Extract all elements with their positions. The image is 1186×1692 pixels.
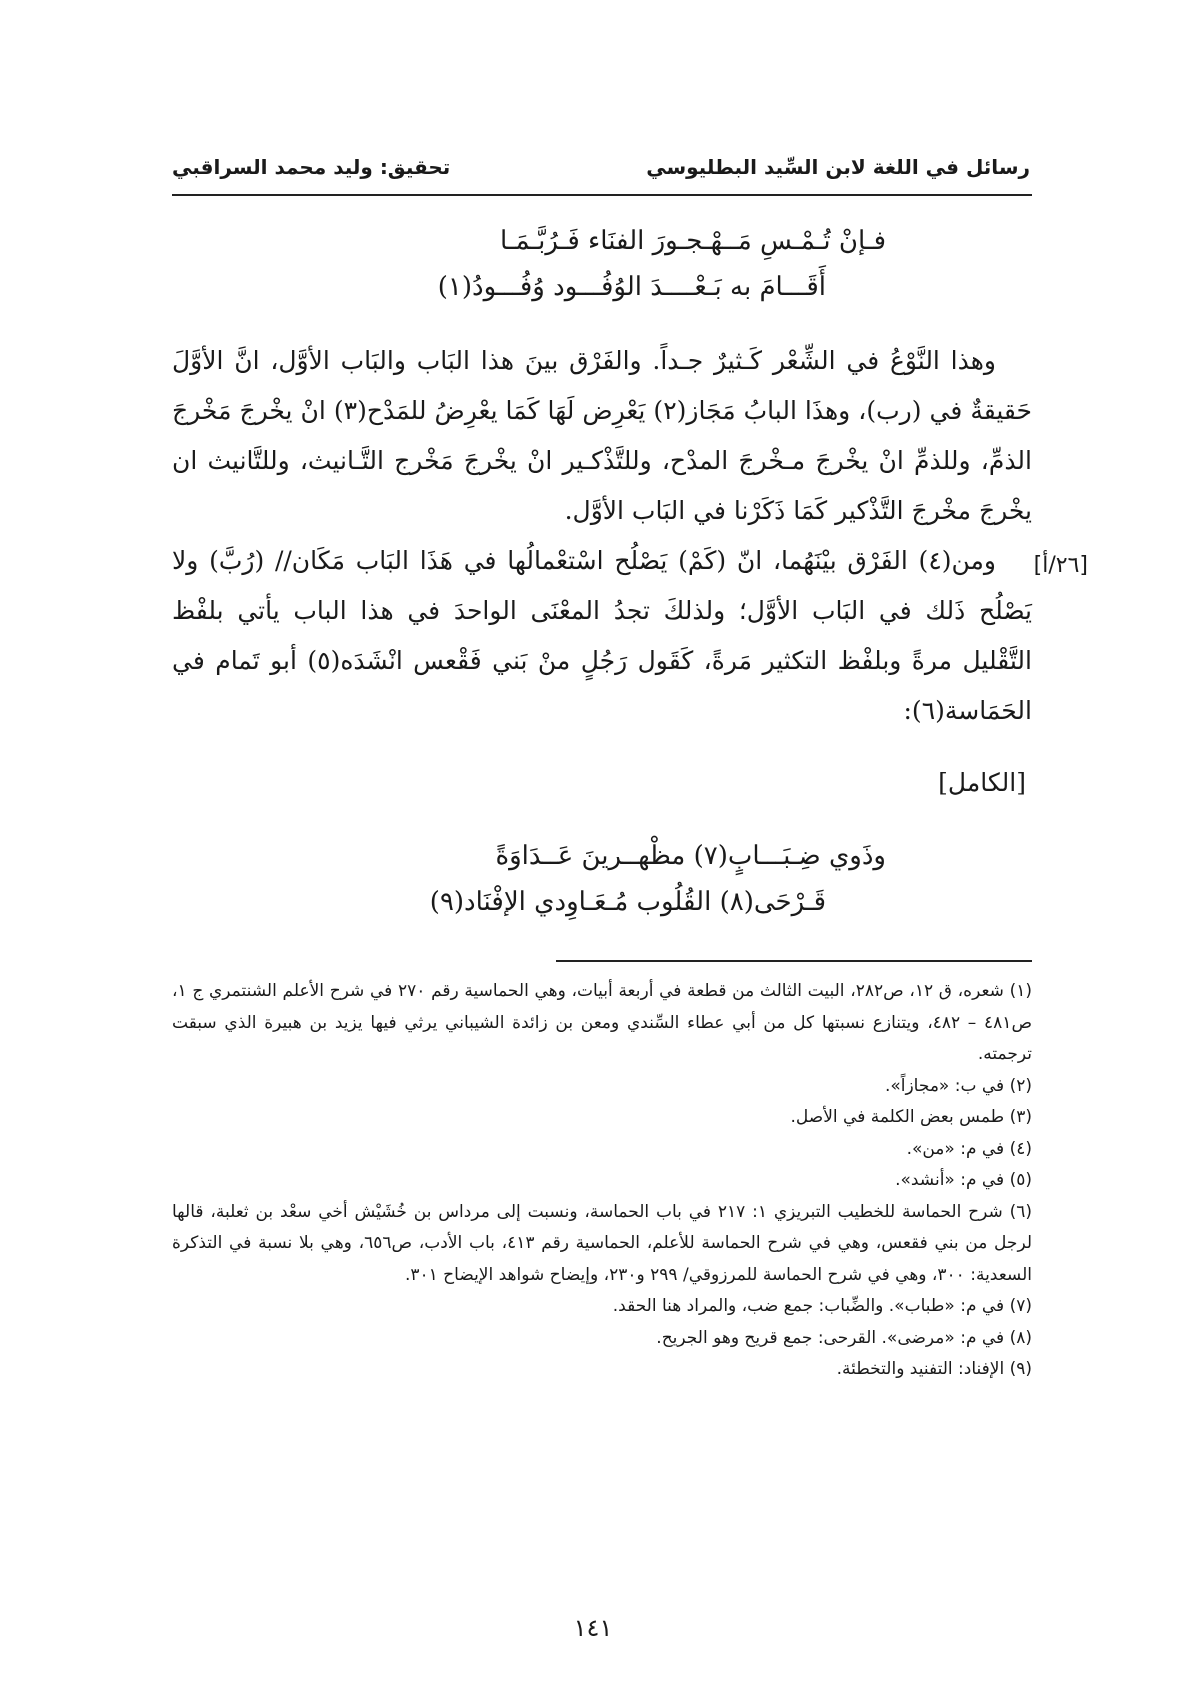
footnote-3: (٣) طمس بعض الكلمة في الأصل. (790, 1107, 1032, 1127)
verse-2-line-2: قَـرْحَى(٨) القُلُوب مُـعَـاوِدي الإفْنَاد(٩) (429, 887, 826, 917)
paragraph-1: وهذا النَّوْعُ في الشِّعْر كَـثيرٌ جـداً. والفَرْق بينَ هذا البَاب والبَاب الأوَّل، انَّ الأوَّلَ حَقيقةٌ في (رب)، وهذَا البابُ مَجَاز(٢) يَعْرِض لَهَا كَمَا يعْرِضُ للمَدْح(٣) انْ يخْرجَ مَخْرجَ الذمِّ، وللذمِّ انْ يخْرجَ مـخْرجَ المدْح، وللتَّذْكـير انْ يخْرجَ مَخْرج التَّـانيث، وللتَّانيث ان يخْرجَ مخْرجَ التَّذْكير كَمَا ذَكَرْنا في البَاب الأوَّل. (172, 346, 1033, 525)
editor-credit: تحقيق: وليد محمد السراقبي (172, 155, 451, 179)
header-rule (172, 194, 1032, 196)
verse-1-line-2: أَقَـــامَ به بَـعْــــدَ الوُفُـــود وُفُـــودُ(١) (437, 272, 826, 302)
footnote-4: (٤) في م: «من». (906, 1138, 1032, 1159)
verse-block-1 (246, 218, 886, 310)
running-header (172, 150, 1030, 184)
verse-block-2 (246, 833, 886, 925)
footnote-rule (556, 960, 1032, 962)
paragraph-2: ومن(٤) الفَرْق بيْنَهُما، انّ (كَمْ) يَصْلُح اسْتعْمالُها في هَذَا البَاب مَكَان// (رُبَّ) ولا يَصْلُح ذَلك في البَاب الأوَّل؛ ولذلكَ تجدُ المعْنَى الواحدَ في هذا الباب يأتي بلفْظ التَّقْليل مرةً وبلفْظ التكثير مَرةً، كَقَول رَجُلٍ منْ بَني فَقْعس انْشَدَه(٥) أبو تَمام في الحَمَاسة(٦): (172, 546, 1032, 725)
footnote-1: (١) شعره، ق ١٢، ص٢٨٢، البيت الثالث من قطعة في أربعة أبيات، وهي الحماسية رقم ٢٧٠ في شرح الأعلم الشنتمري ج ١، ص٤٨١ – ٤٨٢، ويتنازع نسبتها كل من أبي عطاء السِّندي ومعن بن زائدة الشيباني يرثي فيها يزيد بن هبيرة الذي سبقت ترجمته. (172, 981, 1032, 1064)
book-title: رسائل في اللغة لابن السِّيد البطليوسي (646, 155, 1030, 179)
meter-label: [الكامل] (938, 768, 1026, 797)
footnote-8: (٨) في م: «مرضى». القرحى: جمع قريح وهو الجريح. (656, 1327, 1032, 1348)
manuscript-folio-ref: [٢٦/أ] (1033, 553, 1088, 578)
footnote-9: (٩) الإفناد: التفنيد والتخطئة. (836, 1359, 1032, 1379)
footnote-6: (٦) شرح الحماسة للخطيب التبريزي ١: ٢١٧ في باب الحماسة، ونسبت إلى مرداس بن خُشَيْش أخي سعْد بن ثعلبة، قالها لرجل من بني فقعس، وهي في شرح الحماسة للأعلم، الحماسية رقم ٤١٣، باب الأدب، ص٦٥٦، وهي بلا نسبة في التذكرة السعدية: ٣٠٠، وهي في شرح الحماسة للمرزوقي/ ٢٩٩ و٢٣٠، وإيضاح شواهد الإيضاح ٣٠١. (172, 1201, 1032, 1285)
footnote-5: (٥) في م: «أنشد». (895, 1170, 1032, 1190)
footnote-7: (٧) في م: «طباب». والضِّباب: جمع ضب، والمراد هنا الحقد. (612, 1296, 1032, 1316)
verse-2-line-1: وذَوي ضِـبَـــابٍ(٧) مظْهــرينَ عَــدَاوَةً (495, 841, 886, 871)
footnotes (172, 976, 1032, 1386)
page-number: ١٤١ (573, 1614, 613, 1642)
footnote-2: (٢) في ب: «مجازاً». (884, 1075, 1032, 1096)
verse-1-line-1: فـإنْ تُـمْـسِ مَــهْـجـورَ الفنَاء فَـرُبَّـمَـا (499, 226, 886, 256)
body-text (172, 336, 1032, 736)
